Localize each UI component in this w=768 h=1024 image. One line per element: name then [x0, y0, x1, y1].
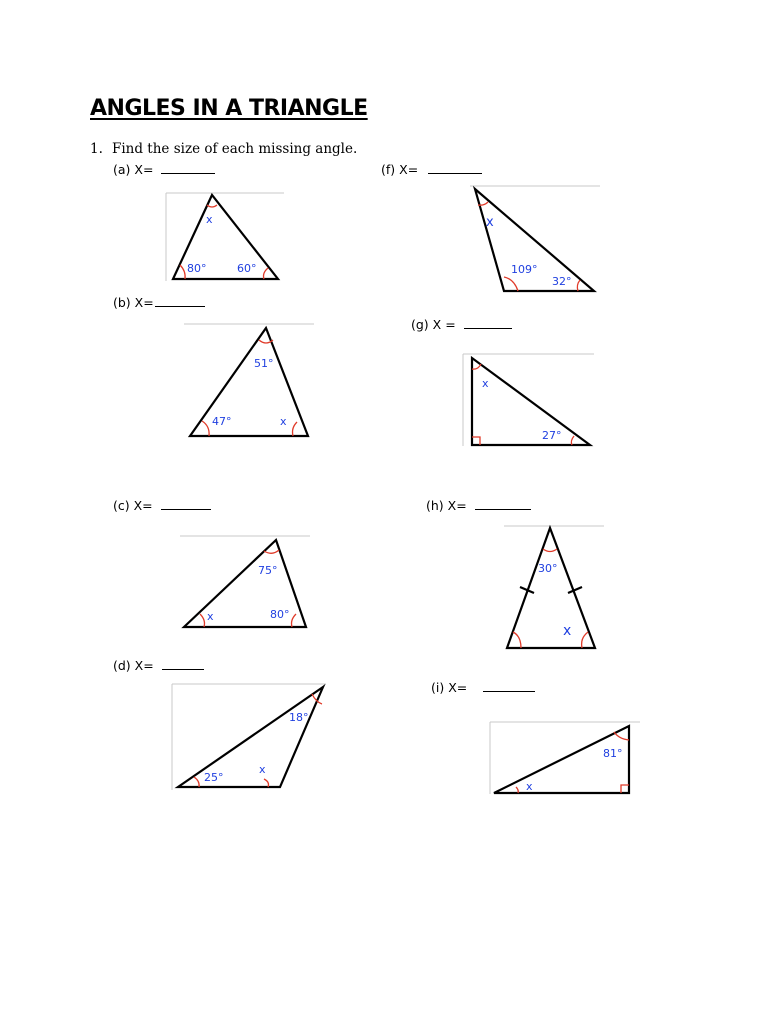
angle-b-right: x — [280, 415, 287, 428]
angle-f-bottom: 109° — [511, 263, 538, 276]
triangle-c — [176, 532, 316, 632]
triangle-h — [500, 522, 610, 652]
item-b-label: (b) X= — [113, 295, 205, 310]
worksheet-title: ANGLES IN A TRIANGLE — [90, 96, 368, 121]
angle-a-top: x — [206, 213, 213, 226]
angle-b-left: 47° — [212, 415, 232, 428]
triangle-d — [166, 680, 331, 795]
question-text: Find the size of each missing angle. — [112, 141, 358, 157]
item-h-label: (h) X= — [426, 498, 531, 513]
item-b-answer-blank[interactable] — [155, 296, 205, 307]
item-i-answer-blank[interactable] — [483, 681, 535, 692]
angle-a-left: 80° — [187, 262, 207, 275]
triangle-b — [180, 320, 320, 445]
item-a-label: (a) X= — [113, 162, 215, 177]
item-f-answer-blank[interactable] — [428, 163, 482, 174]
angle-f-top: x — [486, 215, 494, 230]
item-h-answer-blank[interactable] — [475, 499, 531, 510]
item-f-label: (f) X= — [381, 162, 482, 177]
question-1 — [90, 141, 357, 157]
angle-g-right: 27° — [542, 429, 562, 442]
angle-c-left: x — [207, 610, 214, 623]
triangle-a — [160, 185, 290, 285]
angle-i-top: 81° — [603, 747, 623, 760]
item-d-answer-blank[interactable] — [162, 659, 204, 670]
angle-c-right: 80° — [270, 608, 290, 621]
angle-b-top: 51° — [254, 357, 274, 370]
item-g-label: (g) X = — [411, 317, 512, 332]
angle-c-top: 75° — [258, 564, 278, 577]
angle-h-top: 30° — [538, 562, 558, 575]
question-number: 1. — [90, 141, 103, 157]
item-a-answer-blank[interactable] — [161, 163, 215, 174]
item-c-answer-blank[interactable] — [161, 499, 211, 510]
angle-i-left: x — [526, 780, 533, 793]
item-c-label: (c) X= — [113, 498, 211, 513]
item-i-label: (i) X= — [431, 680, 535, 695]
triangle-g — [460, 350, 600, 450]
item-d-label: (d) X= — [113, 658, 204, 673]
angle-g-top: x — [482, 377, 489, 390]
angle-d-left: 25° — [204, 771, 224, 784]
triangle-f — [466, 183, 606, 298]
angle-a-right: 60° — [237, 262, 257, 275]
triangle-i — [486, 718, 646, 800]
angle-d-right: x — [259, 763, 266, 776]
angle-h-right: x — [563, 623, 572, 639]
item-g-answer-blank[interactable] — [464, 318, 512, 329]
angle-f-right: 32° — [552, 275, 572, 288]
angle-d-top: 18° — [289, 711, 309, 724]
